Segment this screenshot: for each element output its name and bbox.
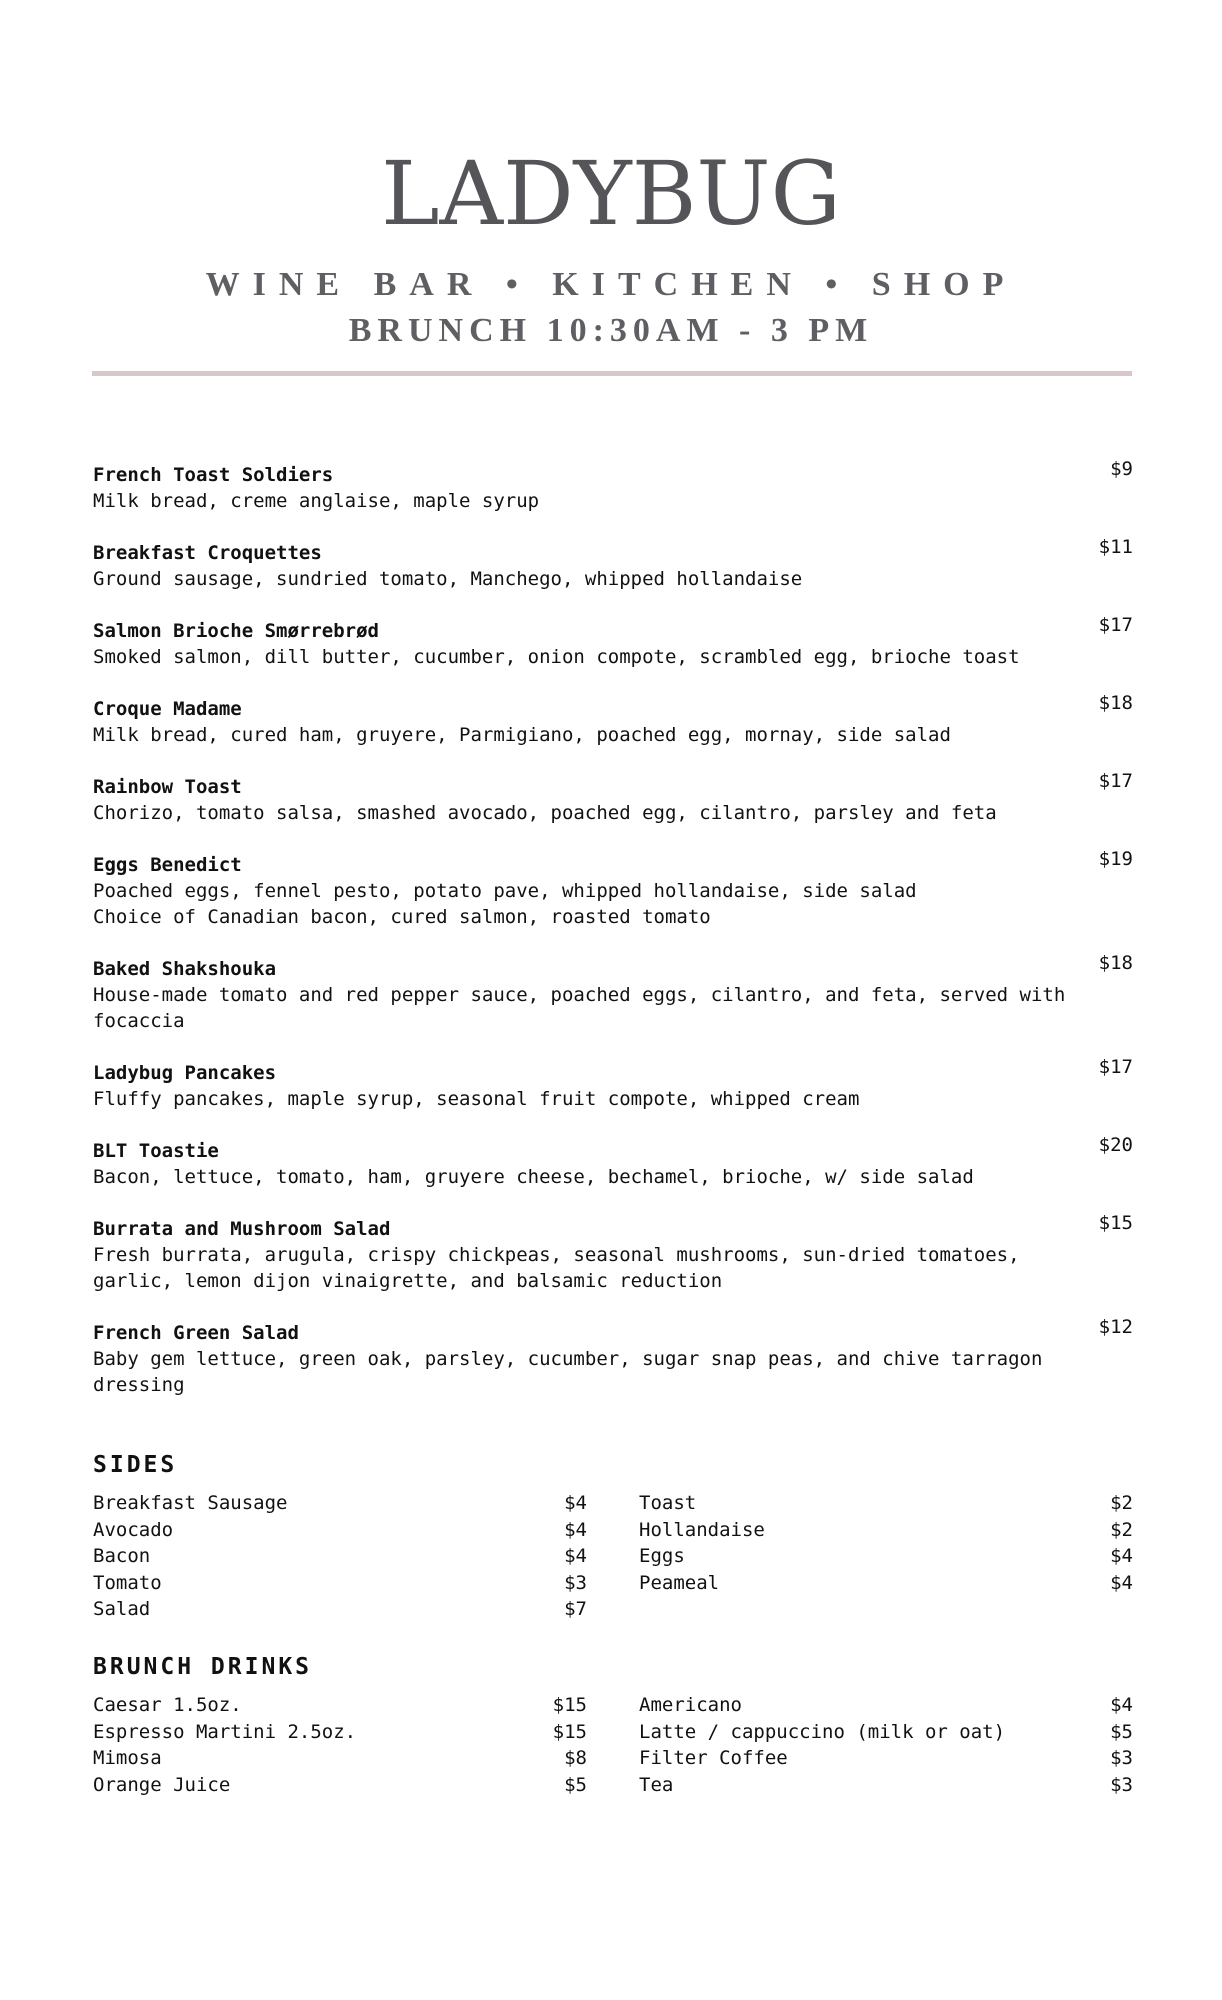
item-description: Smoked salmon, dill butter, cucumber, onion compote, scrambled egg, brioche toast bbox=[93, 646, 1020, 668]
side-name: Peameal bbox=[639, 1571, 720, 1594]
drink-name: Orange Juice bbox=[93, 1773, 231, 1796]
item-name: Baked Shakshouka bbox=[93, 958, 277, 980]
menu-item bbox=[93, 614, 1133, 670]
menu-item bbox=[93, 536, 1133, 592]
drink-price: $3 bbox=[1110, 1747, 1133, 1769]
item-price: $9 bbox=[1110, 458, 1133, 480]
menu-item bbox=[93, 1212, 1133, 1294]
drink-name: Mimosa bbox=[93, 1747, 162, 1769]
item-name: Eggs Benedict bbox=[93, 854, 242, 876]
item-description: Chorizo, tomato salsa, smashed avocado, poached egg, cilantro, parsley and feta bbox=[93, 802, 997, 824]
side-price: $2 bbox=[1110, 1492, 1133, 1514]
item-name: Croque Madame bbox=[93, 698, 242, 720]
list-item bbox=[639, 1719, 1133, 1746]
item-description: Fluffy pancakes, maple syrup, seasonal fruit compote, whipped cream bbox=[93, 1088, 860, 1110]
drink-price: $8 bbox=[564, 1747, 587, 1769]
drink-price: $3 bbox=[1110, 1773, 1133, 1796]
list-item bbox=[93, 1517, 587, 1544]
item-description: Milk bread, creme anglaise, maple syrup bbox=[93, 490, 540, 512]
drink-name: Caesar 1.5oz. bbox=[93, 1694, 242, 1716]
item-price: $18 bbox=[1098, 692, 1133, 714]
drink-name: Americano bbox=[639, 1694, 742, 1716]
list-item bbox=[639, 1772, 1133, 1799]
item-description: House-made tomato and red pepper sauce, poached eggs, cilantro, and feta, served with focaccia bbox=[93, 984, 1066, 1032]
side-name: Bacon bbox=[93, 1545, 151, 1567]
menu-item bbox=[93, 1134, 1133, 1190]
side-name: Tomato bbox=[93, 1571, 162, 1594]
menu-header bbox=[0, 142, 1222, 349]
drink-price: $5 bbox=[564, 1773, 587, 1796]
side-price: $7 bbox=[564, 1598, 587, 1620]
side-name: Salad bbox=[93, 1598, 151, 1620]
drink-price: $5 bbox=[1110, 1720, 1133, 1743]
item-price: $19 bbox=[1098, 848, 1133, 870]
sides-right-column bbox=[639, 1490, 1133, 1596]
item-description: Poached eggs, fennel pesto, potato pave, whipped hollandaise, side salad bbox=[93, 880, 917, 902]
drink-price: $15 bbox=[552, 1720, 587, 1743]
list-item bbox=[93, 1692, 587, 1719]
header-divider bbox=[92, 371, 1132, 376]
side-name: Toast bbox=[639, 1492, 697, 1514]
list-item bbox=[93, 1745, 587, 1772]
list-item bbox=[639, 1692, 1133, 1719]
item-price: $17 bbox=[1098, 770, 1133, 792]
sides-left-column bbox=[93, 1490, 587, 1623]
tagline: WINE BAR • KITCHEN • SHOP bbox=[205, 266, 1017, 303]
side-price: $4 bbox=[564, 1492, 587, 1514]
menu-item bbox=[93, 770, 1133, 826]
list-item bbox=[93, 1719, 587, 1746]
drink-price: $15 bbox=[552, 1694, 587, 1716]
item-description: Ground sausage, sundried tomato, Manchego, whipped hollandaise bbox=[93, 568, 803, 590]
item-description: Fresh burrata, arugula, crispy chickpeas, seasonal mushrooms, sun-dried tomatoes, garlic, lemon dijon vinaigrette, and balsamic reduction bbox=[93, 1244, 1020, 1292]
item-name: Rainbow Toast bbox=[93, 776, 242, 798]
brunch-menu-list bbox=[93, 458, 1133, 1424]
list-item bbox=[93, 1772, 587, 1799]
item-price: $11 bbox=[1098, 536, 1133, 558]
side-name: Breakfast Sausage bbox=[93, 1492, 288, 1514]
drinks-right-column bbox=[639, 1692, 1133, 1798]
item-name: Salmon Brioche Smørrebrød bbox=[93, 620, 379, 642]
list-item bbox=[93, 1490, 587, 1517]
brunch-hours: BRUNCH 10:30AM - 3 PM bbox=[348, 312, 874, 349]
item-name: French Green Salad bbox=[93, 1322, 299, 1344]
item-price: $12 bbox=[1098, 1316, 1133, 1338]
menu-item bbox=[93, 1056, 1133, 1112]
side-price: $2 bbox=[1110, 1518, 1133, 1541]
list-item bbox=[639, 1517, 1133, 1544]
drink-name: Tea bbox=[639, 1773, 674, 1796]
side-price: $4 bbox=[564, 1545, 587, 1567]
list-item bbox=[639, 1570, 1133, 1597]
item-description: Milk bread, cured ham, gruyere, Parmigiano, poached egg, mornay, side salad bbox=[93, 724, 951, 746]
list-item bbox=[639, 1745, 1133, 1772]
item-price: $18 bbox=[1098, 952, 1133, 974]
drink-name: Espresso Martini 2.5oz. bbox=[93, 1720, 357, 1743]
side-price: $3 bbox=[564, 1571, 587, 1594]
list-item bbox=[93, 1570, 587, 1597]
drinks-left-column bbox=[93, 1692, 587, 1798]
side-name: Hollandaise bbox=[639, 1518, 765, 1541]
item-name: BLT Toastie bbox=[93, 1140, 219, 1162]
item-name: French Toast Soldiers bbox=[93, 464, 334, 486]
drinks-columns bbox=[93, 1692, 1133, 1832]
list-item bbox=[93, 1596, 587, 1623]
item-price: $17 bbox=[1098, 1056, 1133, 1078]
menu-item bbox=[93, 458, 1133, 514]
item-price: $15 bbox=[1098, 1212, 1133, 1234]
list-item bbox=[93, 1543, 587, 1570]
side-price: $4 bbox=[564, 1518, 587, 1541]
side-price: $4 bbox=[1110, 1571, 1133, 1594]
drinks-section bbox=[93, 1652, 1133, 1832]
menu-item bbox=[93, 952, 1133, 1034]
menu-item bbox=[93, 848, 1133, 930]
sides-section bbox=[93, 1450, 1133, 1630]
item-description: Bacon, lettuce, tomato, ham, gruyere cheese, bechamel, brioche, w/ side salad bbox=[93, 1166, 974, 1188]
side-name: Eggs bbox=[639, 1545, 685, 1567]
side-name: Avocado bbox=[93, 1518, 174, 1541]
list-item bbox=[639, 1490, 1133, 1517]
drink-name: Filter Coffee bbox=[639, 1747, 788, 1769]
list-item bbox=[639, 1543, 1133, 1570]
item-description: Baby gem lettuce, green oak, parsley, cucumber, sugar snap peas, and chive tarragon dressing bbox=[93, 1348, 1043, 1396]
item-name: Burrata and Mushroom Salad bbox=[93, 1218, 391, 1240]
drink-name: Latte / cappuccino (milk or oat) bbox=[639, 1720, 1006, 1743]
side-price: $4 bbox=[1110, 1545, 1133, 1567]
item-price: $17 bbox=[1098, 614, 1133, 636]
item-price: $20 bbox=[1098, 1134, 1133, 1156]
item-description-choice: Choice of Canadian bacon, cured salmon, roasted tomato bbox=[93, 906, 711, 928]
sides-columns bbox=[93, 1490, 1133, 1630]
logo: LADYBUG bbox=[381, 142, 841, 245]
drink-price: $4 bbox=[1110, 1694, 1133, 1716]
drinks-title: BRUNCH DRINKS bbox=[93, 1654, 313, 1680]
sides-title: SIDES bbox=[93, 1452, 178, 1478]
menu-item bbox=[93, 692, 1133, 748]
menu-item bbox=[93, 1316, 1133, 1398]
item-name: Ladybug Pancakes bbox=[93, 1062, 277, 1084]
item-name: Breakfast Croquettes bbox=[93, 542, 322, 564]
